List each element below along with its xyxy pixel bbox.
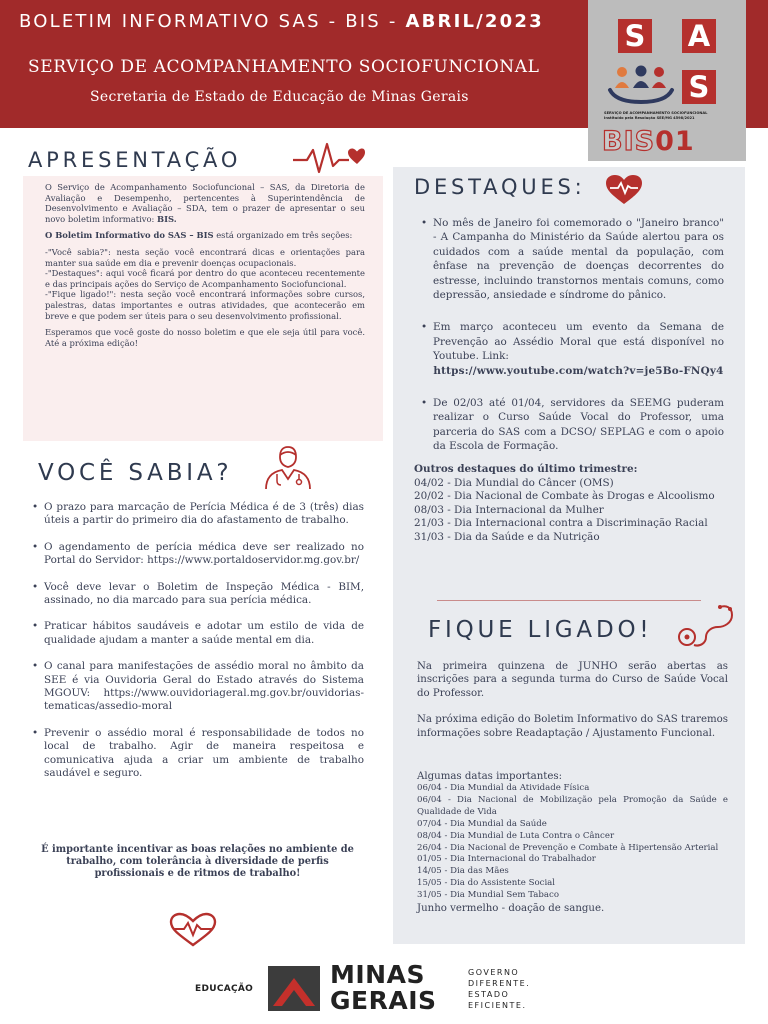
logo-letter-a: A <box>682 19 716 53</box>
list-item: 20/02 - Dia Nacional de Combate às Drogas e Alcoolismo <box>414 490 715 502</box>
section-fique-ligado-desc: -"Fique ligado!": nesta seção você encontrará informações sobre cursos, palestras, datas importantes e outras atividades, que acontecerão em breve e que podem ser úteis para o seu desenvolvimento profissional. <box>45 289 365 321</box>
outros-title: Outros destaques do último trimestre: <box>414 463 638 475</box>
list-item: 01/05 - Dia Internacional do Trabalhador <box>417 854 596 865</box>
doctor-icon <box>262 443 314 491</box>
list-item: 08/03 - Dia Internacional da Mulher <box>414 503 604 516</box>
list-item: • Você deve levar o Boletim de Inspeção Médica - BIM, assinado, no dia marcado para sua perícia médica. <box>32 581 364 608</box>
minas-gerais-logo-mark <box>268 966 320 1011</box>
list-item: • O agendamento de perícia médica deve ser realizado no Portal do Servidor: https://www.portaldoservidor.mg.gov.br/ <box>32 541 364 568</box>
list-item: 21/03 - Dia Internacional contra a Discriminação Racial <box>414 517 708 529</box>
list-item: 31/03 - Dia da Saúde e da Nutrição <box>414 530 600 543</box>
apresentacao-closing: Esperamos que você goste do nosso boletim e que ele seja útil para você. Até a próxima edição! <box>45 327 365 348</box>
service-name: SERVIÇO DE ACOMPANHAMENTO SOCIOFUNCIONAL <box>28 57 540 77</box>
junho-vermelho: Junho vermelho - doação de sangue. <box>417 903 605 915</box>
secretaria-name: Secretaria de Estado de Educação de Minas Gerais <box>90 89 469 105</box>
fique-ligado-text <box>417 660 728 753</box>
governo-slogan: GOVERNO DIFERENTE. ESTADO EFICIENTE. <box>468 968 531 1010</box>
list-item: 31/05 - Dia Mundial Sem Tabaco <box>417 890 560 901</box>
logo-letter-s2: S <box>682 70 716 104</box>
logo-letter-s1: S <box>618 19 652 53</box>
bulletin-title: BOLETIM INFORMATIVO SAS - BIS - ABRIL/2023 <box>19 11 544 32</box>
logo-caption: SERVIÇO DE ACOMPANHAMENTO SOCIOFUNCIONAL Instituído pela Resolução SEE/MG 4598/2021 <box>604 111 708 120</box>
fique-ligado-p1: Na primeira quinzena de JUNHO serão abertas as inscrições para a segunda turma do Curso de Saúde Vocal do Professor. <box>417 661 728 699</box>
fique-ligado-title: FIQUE LIGADO! <box>428 617 653 643</box>
destaques-title: DESTAQUES: <box>414 175 586 199</box>
youtube-link[interactable]: https://www.youtube.com/watch?v=je5Bo-FNQy4 <box>433 364 724 377</box>
list-item: • O canal para manifestações de assédio moral no âmbito da SEE é via Ouvidoria Geral do Estado através do Sistema MGOUV: https://www.ouvidoriageral.mg.gov.br/ouvidorias-tematicas/assedio-moral <box>32 660 364 714</box>
apresentacao-box <box>23 176 383 441</box>
apresentacao-title: APRESENTAÇÃO <box>28 148 242 172</box>
logo-bis-mark: BIS01 <box>602 126 695 157</box>
list-item: 14/05 - Dia das Mães <box>417 866 509 877</box>
list-item: 06/04 - Dia Mundial da Atividade Física <box>417 783 590 793</box>
list-item: • De 02/03 até 01/04, servidores da SEEMG puderam realizar o Curso Saúde Vocal do Professor, uma parceria do SAS com a DCSO/ SEPLAG e com o apoio da Escola de Formação. <box>421 396 724 454</box>
list-item: 07/04 - Dia Mundial da Saúde <box>417 818 547 829</box>
educacao-label: EDUCAÇÃO <box>195 984 254 994</box>
stethoscope-icon <box>676 601 738 651</box>
sas-logo <box>588 0 746 161</box>
destaques-list <box>421 216 724 472</box>
section-divider <box>437 600 701 601</box>
list-item: • Em março aconteceu um evento da Semana de Prevenção ao Assédio Moral que está disponível no Youtube. Link: https://www.youtube.com/watch?v=je5Bo-FNQy4 <box>421 320 724 378</box>
voce-sabia-title: VOCÊ SABIA? <box>38 460 233 486</box>
datas-importantes <box>417 770 728 915</box>
list-item: 26/04 - Dia Nacional de Prevenção e Combate à Hipertensão Arterial <box>417 842 719 853</box>
voce-sabia-closing: É importante incentivar as boas relações no ambiente de trabalho, com tolerância à diversidade de perfis profissionais e de ritmos de trabalho! <box>41 844 354 879</box>
heart-pulse-icon <box>605 174 643 206</box>
outros-destaques <box>414 463 724 544</box>
list-item: 06/04 - Dia Nacional de Mobilização pela Promoção da Saúde e Qualidade de Vida <box>417 794 728 817</box>
list-item: 04/02 - Dia Mundial do Câncer (OMS) <box>414 476 614 489</box>
list-item: • Prevenir o assédio moral é responsabilidade de todos no local de trabalho. Agir de maneira respeitosa e comunicativa ajuda a criar um ambiente de trabalho saudável e seguro. <box>32 727 364 781</box>
list-item: 08/04 - Dia Mundial de Luta Contra o Câncer <box>417 830 615 841</box>
apresentacao-organization: O Boletim Informativo do SAS – BIS está organizado em três seções: <box>45 230 353 241</box>
minas-gerais-wordmark: MINAS GERAIS <box>330 960 437 1015</box>
list-item: 15/05 - Dia do Assistente Social <box>417 878 556 889</box>
fique-ligado-p2: Na próxima edição do Boletim Informativo do SAS traremos informações sobre Readaptação / Ajustamento Funcional. <box>417 714 728 739</box>
list-item: • Praticar hábitos saudáveis e adotar um estilo de vida de qualidade ajudam a manter a saúde mental em dia. <box>32 620 364 647</box>
people-hands-icon <box>606 62 676 108</box>
datas-title: Algumas datas importantes: <box>417 771 563 782</box>
list-item: • O prazo para marcação de Perícia Médica é de 3 (três) dias úteis a partir do primeiro dia do afastamento de trabalho. <box>32 501 364 528</box>
section-destaques-desc: -"Destaques": aqui você ficará por dentro do que aconteceu recentemente e das principais ações do Serviço de Acompanhamento Sociofuncional. <box>45 268 365 289</box>
voce-sabia-list <box>32 501 364 794</box>
mountain-icon <box>268 966 320 1011</box>
apresentacao-intro: O Serviço de Acompanhamento Sociofuncional – SAS, da Diretoria de Avaliação e Desempenho, pertencentes à Superintendência de Desenvolvimento e Avaliação – SDA, tem o prazer de apresentar o seu novo boletim informativo: BIS. <box>45 182 365 224</box>
section-voce-sabia-desc: -"Você sabia?": nesta seção você encontrará dicas e orientações para manter sua saúde em dia e prevenir doenças ocupacionais. <box>45 246 365 268</box>
list-item: • No mês de Janeiro foi comemorado o "Janeiro branco" - A Campanha do Ministério da Saúde alertou para os cuidados com a saúde mental da população, com ênfase na prevenção de doenças decorrentes do estresse, incluindo transtornos mentais comuns, como depressão, ansiedade e síndrome do pânico. <box>421 216 724 302</box>
heartbeat-icon <box>291 138 365 180</box>
heart-pulse-footer-icon <box>168 912 218 948</box>
